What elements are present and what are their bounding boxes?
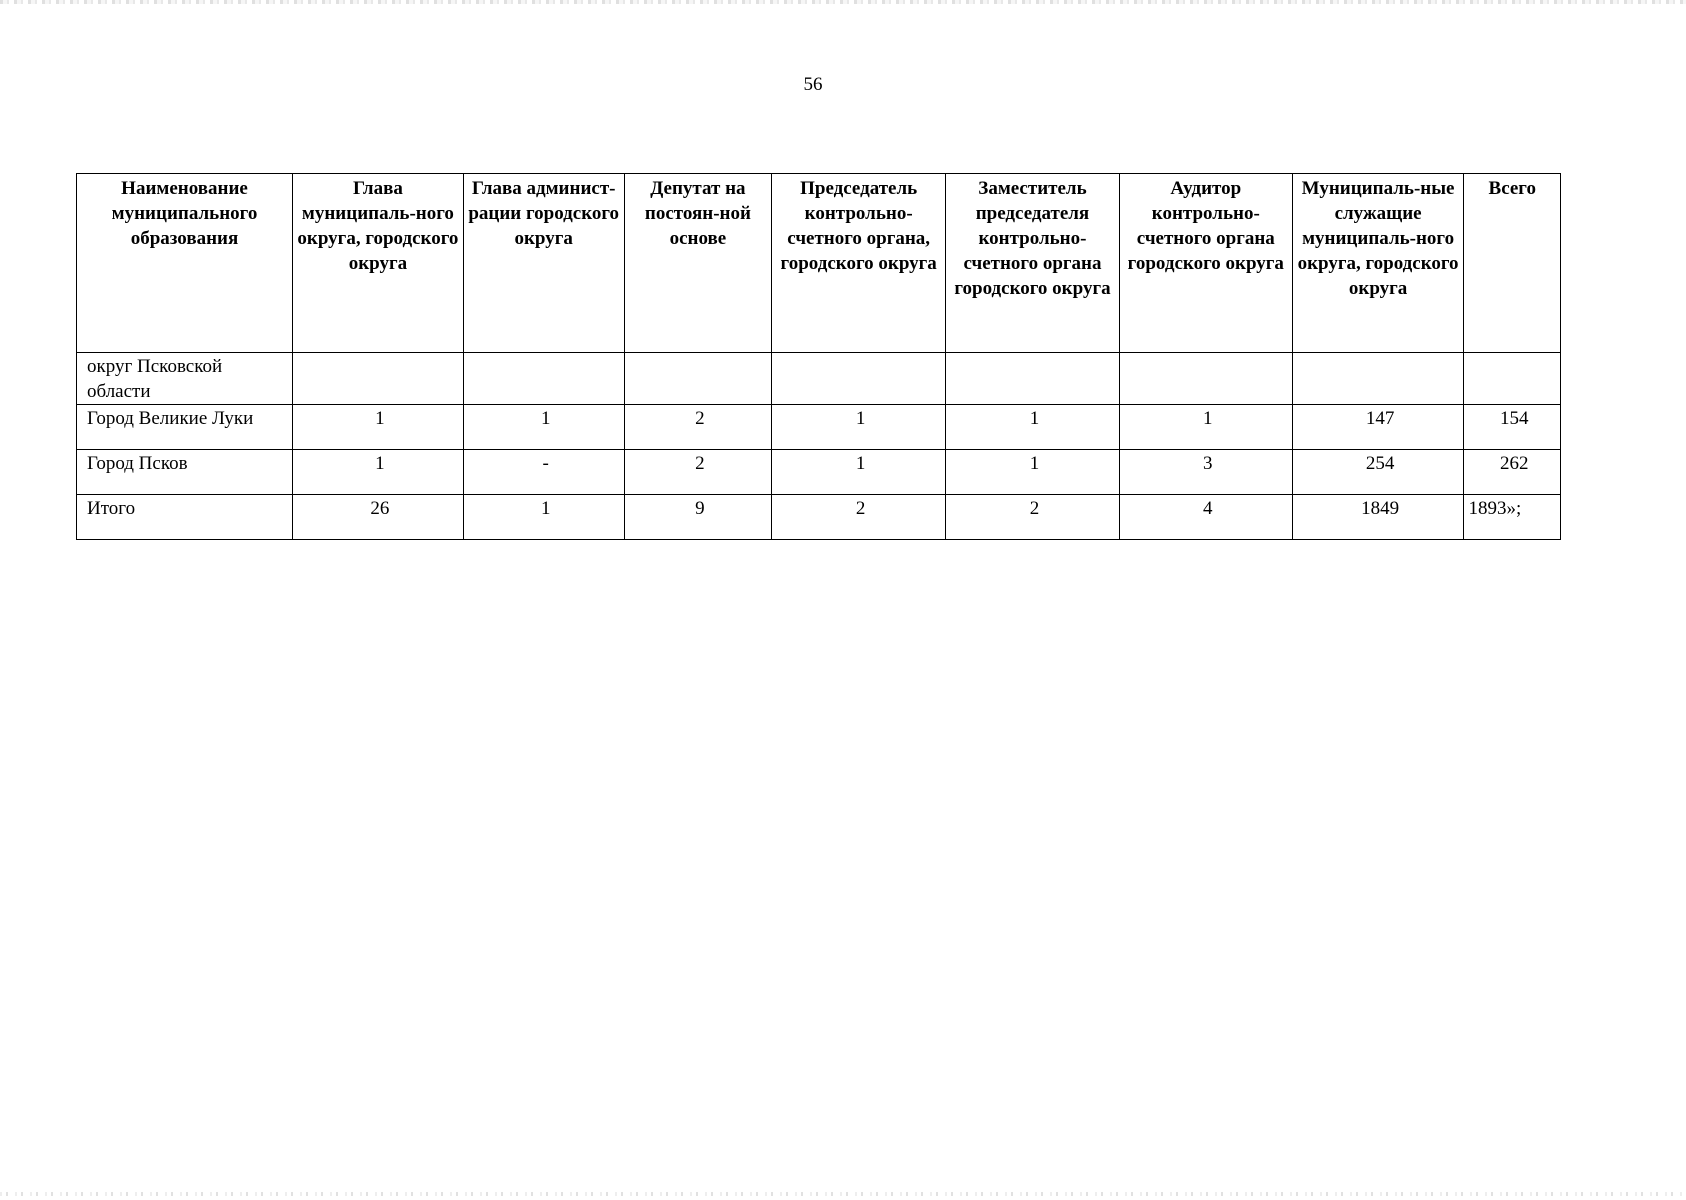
- table-cell: 1: [293, 450, 464, 495]
- table-cell: [946, 353, 1120, 405]
- header-cell: Аудитор контрольно-счетного органа городского округа: [1119, 174, 1292, 353]
- total-cell: 26: [293, 495, 464, 540]
- header-cell: Всего: [1464, 174, 1561, 353]
- table-cell: [1464, 353, 1561, 405]
- row-name-cell: Город Псков: [77, 450, 293, 495]
- table-total-row: [77, 495, 1561, 540]
- table-cell: 154: [1464, 405, 1561, 450]
- table-cell: 1: [772, 450, 946, 495]
- row-name-cell: округ Псковской области: [77, 353, 293, 405]
- table-cell: [1119, 353, 1292, 405]
- total-label-cell: Итого: [77, 495, 293, 540]
- table-row-continued: [77, 353, 1561, 405]
- header-cell: Глава муниципаль-ного округа, городского округа: [293, 174, 464, 353]
- total-cell: 2: [946, 495, 1120, 540]
- total-cell: 2: [772, 495, 946, 540]
- header-cell: Муниципаль-ные служащие муниципаль-ного округа, городского округа: [1292, 174, 1464, 353]
- table-cell: 3: [1119, 450, 1292, 495]
- table-cell: -: [463, 450, 624, 495]
- header-cell: Глава админист-рации городского округа: [463, 174, 624, 353]
- table-cell: 1: [772, 405, 946, 450]
- table-row: [77, 450, 1561, 495]
- staff-count-table: [76, 173, 1561, 540]
- table-cell: [624, 353, 772, 405]
- header-cell: Председатель контрольно-счетного органа, городского округа: [772, 174, 946, 353]
- total-cell: 1849: [1292, 495, 1464, 540]
- table-cell: [463, 353, 624, 405]
- total-cell: 9: [624, 495, 772, 540]
- table-header-row: [77, 174, 1561, 353]
- table-cell: [1292, 353, 1464, 405]
- table-cell: 2: [624, 450, 772, 495]
- total-cell: 1: [463, 495, 624, 540]
- table-cell: 147: [1292, 405, 1464, 450]
- scan-edge-bottom: [0, 1192, 1686, 1196]
- header-cell: Наименование муниципального образования: [77, 174, 293, 353]
- header-cell: Заместитель председателя контрольно-счетного органа городского округа: [946, 174, 1120, 353]
- table-cell: 254: [1292, 450, 1464, 495]
- table-cell: 1: [1119, 405, 1292, 450]
- scan-edge-top: [0, 0, 1686, 4]
- header-cell: Депутат на постоян-ной основе: [624, 174, 772, 353]
- table-cell: [293, 353, 464, 405]
- row-name-cell: Город Великие Луки: [77, 405, 293, 450]
- total-cell: 4: [1119, 495, 1292, 540]
- table-cell: 1: [946, 405, 1120, 450]
- table-cell: 1: [463, 405, 624, 450]
- table-cell: 2: [624, 405, 772, 450]
- table-cell: 262: [1464, 450, 1561, 495]
- table-row: [77, 405, 1561, 450]
- table-cell: [772, 353, 946, 405]
- page-number: 56: [803, 74, 823, 95]
- grand-total-cell: 1893»;: [1464, 495, 1561, 540]
- table-cell: 1: [293, 405, 464, 450]
- table-cell: 1: [946, 450, 1120, 495]
